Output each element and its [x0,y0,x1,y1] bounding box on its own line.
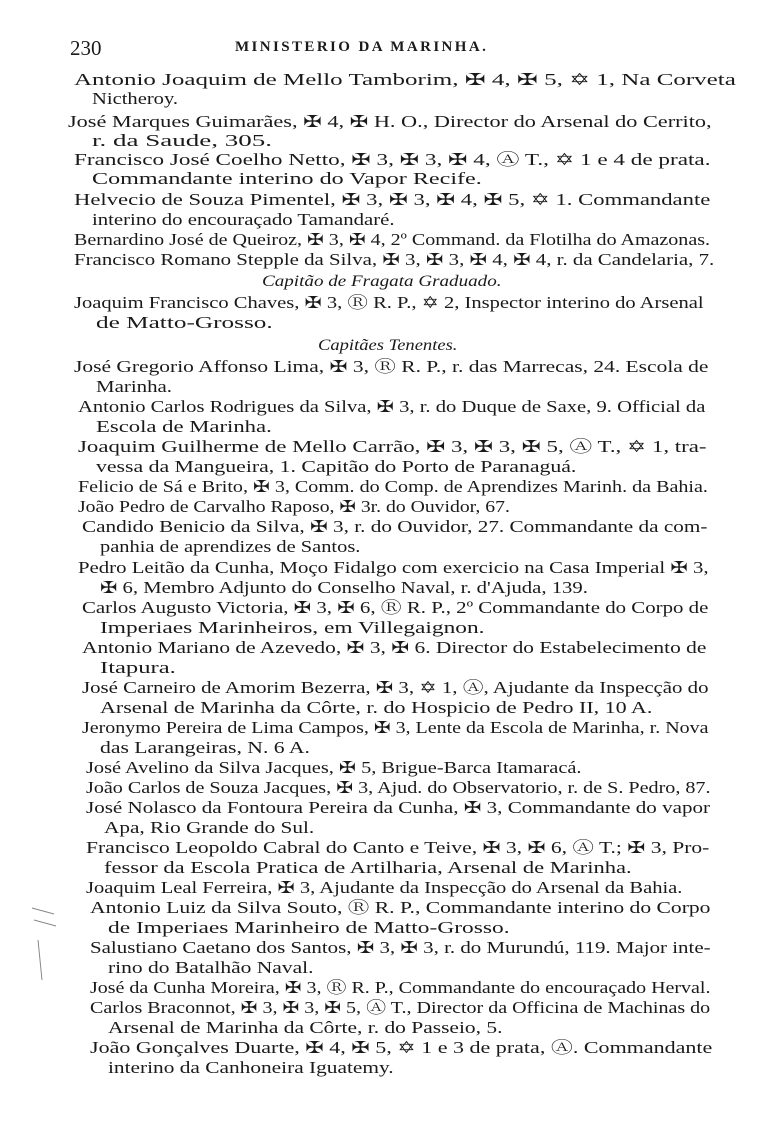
text-line: Antonio Luiz da Silva Souto, Ⓡ R. P., Commandante interino do Corpo [90,898,711,917]
text-line: Marinha. [96,377,173,396]
text-line: José da Cunha Moreira, ✠ 3, Ⓡ R. P., Commandante do encouraçado Herval. [90,978,711,997]
page-header [70,36,720,62]
text-line: Arsenal de Marinha da Côrte, r. do Hospicio de Pedro II, 10 A. [100,698,653,717]
text-line: Carlos Braconnot, ✠ 3, ✠ 3, ✠ 5, Ⓐ T., Director da Officina de Machinas do [90,998,711,1017]
section-heading: Capitães Tenentes. [318,337,458,354]
text-line: de Matto-Grosso. [96,313,273,332]
text-line: panhia de aprendizes de Santos. [100,537,361,556]
text-line: José Gregorio Affonso Lima, ✠ 3, Ⓡ R. P., r. das Marrecas, 24. Escola de [74,357,709,376]
text-line: vessa da Mangueira, 1. Capitão do Porto de Paranaguá. [96,457,577,476]
text-line: José Avelino da Silva Jacques, ✠ 5, Brigue-Barca Itamaracá. [86,758,582,777]
text-line: José Nolasco da Fontoura Pereira da Cunha, ✠ 3, Commandante do vapor [86,798,711,817]
page-number: 230 [70,36,102,60]
text-line: Carlos Augusto Victoria, ✠ 3, ✠ 6, Ⓡ R. P., 2º Commandante do Corpo de [82,598,709,617]
text-line: Apa, Rio Grande do Sul. [104,818,315,837]
text-line: interino da Canhoneira Iguatemy. [108,1058,394,1077]
text-line: Pedro Leitão da Cunha, Moço Fidalgo com exercicio na Casa Imperial ✠ 3, [78,558,709,577]
text-line: Arsenal de Marinha da Côrte, r. do Passeio, 5. [108,1018,503,1037]
running-title: MINISTERIO DA MARINHA. [235,39,489,55]
text-line: João Carlos de Souza Jacques, ✠ 3, Ajud. do Observatorio, r. de S. Pedro, 87. [86,778,711,797]
text-line: Antonio Carlos Rodrigues da Silva, ✠ 3, r. do Duque de Saxe, 9. Official da [78,397,706,416]
text-line: João Pedro de Carvalho Raposo, ✠ 3r. do Ouvidor, 67. [78,497,510,516]
text-line: Jeronymo Pereira de Lima Campos, ✠ 3, Lente da Escola de Marinha, r. Nova [82,718,709,737]
text-line: Antonio Mariano de Azevedo, ✠ 3, ✠ 6. Director do Estabelecimento de [82,638,707,657]
text-line: Salustiano Caetano dos Santos, ✠ 3, ✠ 3, r. do Murundú, 119. Major inte- [90,938,711,957]
text-line: Itapura. [100,658,176,677]
section-heading: Capitão de Fragata Graduado. [262,273,502,290]
text-line: de Imperiaes Marinheiro de Matto-Grosso. [108,918,510,937]
text-line: Nictheroy. [92,89,179,108]
text-line: Joaquim Guilherme de Mello Carrão, ✠ 3, ✠ 3, ✠ 5, Ⓐ T., ✡ 1, tra- [78,437,707,456]
text-line: Bernardino José de Queiroz, ✠ 3, ✠ 4, 2º Command. da Flotilha do Amazonas. [74,230,711,249]
text-line: das Larangeiras, N. 6 A. [100,738,310,757]
text-line: r. da Saude, 305. [92,131,272,150]
text-line: Francisco José Coelho Netto, ✠ 3, ✠ 3, ✠ 4, Ⓐ T., ✡ 1 e 4 de prata. [74,150,711,169]
text-line: Joaquim Leal Ferreira, ✠ 3, Ajudante da Inspecção do Arsenal da Bahia. [86,878,683,897]
text-line: fessor da Escola Pratica de Artilharia, Arsenal de Marinha. [104,858,632,877]
text-line: José Carneiro de Amorim Bezerra, ✠ 3, ✡ 1, Ⓐ, Ajudante da Inspecção do [82,678,709,697]
text-line: Escola de Marinha. [96,417,272,436]
text-line: Candido Benicio da Silva, ✠ 3, r. do Ouvidor, 27. Commandante da com- [82,517,708,536]
text-line: Felicio de Sá e Brito, ✠ 3, Comm. do Comp. de Aprendizes Marinh. da Bahia. [78,477,708,496]
text-line: rino do Batalhão Naval. [108,958,314,977]
text-line: Francisco Romano Stepple da Silva, ✠ 3, ✠ 3, ✠ 4, ✠ 4, r. da Candelaria, 7. [74,250,715,269]
text-line: interino do encouraçado Tamandaré. [92,210,395,229]
text-line: João Gonçalves Duarte, ✠ 4, ✠ 5, ✡ 1 e 3 de prata, Ⓐ. Commandante [90,1038,713,1057]
margin-marks [30,900,60,990]
text-line: Francisco Leopoldo Cabral do Canto e Teive, ✠ 3, ✠ 6, Ⓐ T.; ✠ 3, Pro- [86,838,710,857]
text-line: José Marques Guimarães, ✠ 4, ✠ H. O., Director do Arsenal do Cerrito, [68,112,712,131]
text-line: Commandante interino do Vapor Recife. [92,169,482,188]
text-line: Joaquim Francisco Chaves, ✠ 3, Ⓡ R. P., ✡ 2, Inspector interino do Arsenal [74,293,704,312]
text-line: Helvecio de Souza Pimentel, ✠ 3, ✠ 3, ✠ 4, ✠ 5, ✡ 1. Commandante [74,190,711,209]
text-line: ✠ 6, Membro Adjunto do Conselho Naval, r. d'Ajuda, 139. [100,578,588,597]
text-line: Imperiaes Marinheiros, em Villegaignon. [100,618,485,637]
text-line: Antonio Joaquim de Mello Tamborim, ✠ 4, ✠ 5, ✡ 1, Na Corveta [74,70,736,89]
